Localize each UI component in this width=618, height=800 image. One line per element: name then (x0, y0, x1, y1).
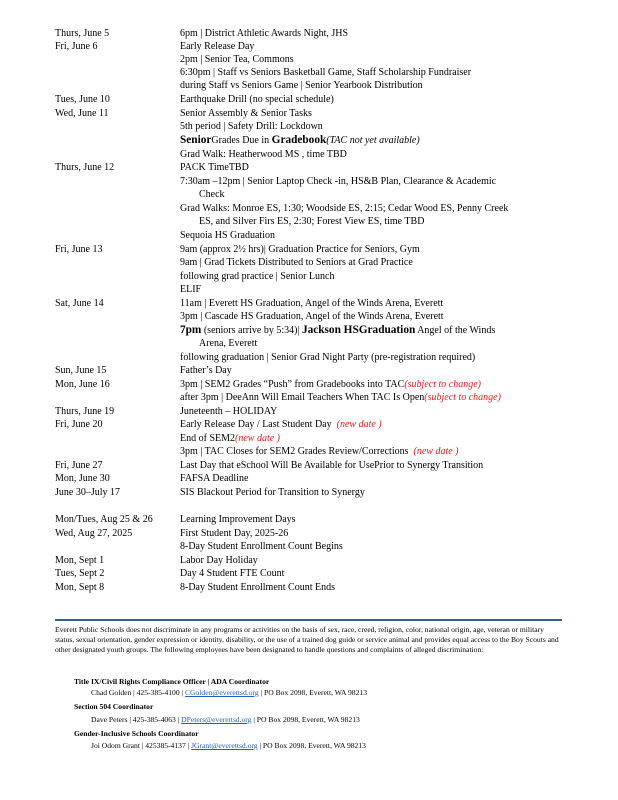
jackson-venue: Angel of the Winds (415, 325, 496, 336)
event-line: following grad practice | Senior Lunch (180, 271, 335, 282)
change-note: (subject to change) (404, 379, 481, 390)
event-line: 3pm | Cascade HS Graduation, Angel of the Winds Arena, Everett (180, 311, 444, 322)
change-note: (subject to change) (424, 392, 501, 403)
event-line: 6:30pm | Staff vs Seniors Basketball Game, Staff Scholarship Fundraiser (180, 67, 472, 78)
event-line (180, 378, 481, 391)
new-date-note: (new date ) (336, 419, 382, 430)
event-line (180, 445, 459, 458)
event-line: Day 4 Student FTE Count (180, 568, 285, 579)
contact-address: | PO Box 2098, Everett, WA 98213 (257, 741, 366, 750)
event-line: PACK TimeTBD (180, 162, 249, 173)
jackson-arrive: (seniors arrive by 5:34)| (201, 325, 302, 336)
event-line: 7:30am –12pm | Senior Laptop Check -in, HS&B Plan, Clearance & Academic (180, 176, 497, 187)
event-date: Wed, Aug 27, 2025 (55, 528, 133, 539)
notice-text: Everett Public Schools does not discriminate in any programs or activities on the basis of sex, race, creed, religion, color, national origin, age, veteran or military status, sexual orientation, gender expression or identity, disability, or the use of a trained dog guide or service animal and provides equal access to the Boy Scouts and other designated youth groups. The following employees have been designated to handle questions and complaints of alleged discrimination: (55, 625, 559, 655)
event-line: 6pm | District Athletic Awards Night, JHS (180, 28, 349, 39)
contact-address: | PO Box 2098, Everett, WA 98213 (258, 688, 367, 697)
event-line: Arena, Everett (199, 338, 258, 349)
new-date-note: (new date ) (413, 446, 459, 457)
event-line: Earthquake Drill (no special schedule) (180, 94, 334, 105)
jackson-time: 7pm (180, 324, 202, 336)
contact-name: Dave Peters | 425-385-4063 | (91, 715, 182, 724)
event-line: Early Release Day (180, 41, 255, 52)
event-line: 9am (approx 2½ hrs)| Graduation Practice for Seniors, Gym (180, 244, 420, 255)
contact-name: Chad Golden | 425-385-4100 | (91, 688, 185, 697)
event-line: following graduation | Senior Grad Night Party (pre-registration required) (180, 352, 476, 363)
contact-role: Section 504 Coordinator (74, 702, 154, 711)
event-date: Tues, Sept 2 (55, 568, 105, 579)
grades-due-text: Grades Due in (211, 135, 272, 146)
event-text: 3pm | TAC Closes for SEM2 Grades Review/Corrections (180, 446, 409, 457)
event-line: 2pm | Senior Tea, Commons (180, 54, 294, 65)
event-date: Mon, June 16 (55, 379, 110, 390)
event-date: Wed, June 11 (55, 108, 109, 119)
nondiscrimination-notice (55, 625, 565, 656)
event-date: Tues, June 10 (55, 94, 110, 105)
gradebook-label: Gradebook (271, 134, 327, 146)
event-line: Last Day that eSchool Will Be Available for UsePrior to Synergy Transition (180, 460, 484, 471)
event-line (180, 432, 280, 445)
contact-details (91, 715, 360, 725)
event-line: Labor Day Holiday (180, 555, 258, 566)
event-date: Mon, Sept 8 (55, 582, 105, 593)
new-date-note: (new date ) (235, 433, 280, 444)
event-line: 5th period | Safety Drill: Lockdown (180, 121, 323, 132)
event-line: 8-Day Student Enrollment Count Ends (180, 582, 335, 593)
event-line: during Staff vs Seniors Game | Senior Yearbook Distribution (180, 80, 423, 91)
event-line: ES, and Silver Firs ES, 2:30; Forest View ES, time TBD (199, 216, 425, 227)
event-date: Thurs, June 12 (55, 162, 115, 173)
event-line: Senior Assembly & Senior Tasks (180, 108, 312, 119)
event-text: Early Release Day / Last Student Day (180, 419, 332, 430)
email-link[interactable]: CGolden@everettsd.org (184, 688, 259, 697)
event-line: ELIF (180, 284, 202, 295)
email-link[interactable]: JGrant@everettsd.org (191, 741, 258, 750)
footer-divider (55, 619, 562, 621)
event-date: Thurs, June 5 (55, 28, 110, 39)
event-line: Grad Walks: Monroe ES, 1:30; Woodside ES, 2:15; Cedar Wood ES, Penny Creek (180, 203, 509, 214)
event-line: FAFSA Deadline (180, 473, 249, 484)
event-line (180, 418, 382, 431)
event-date: Fri, June 6 (55, 41, 98, 52)
event-line: Juneteenth – HOLIDAY (180, 406, 278, 417)
event-date: Sat, June 14 (55, 298, 104, 309)
contact-address: | PO Box 2098, Everett, WA 98213 (251, 715, 360, 724)
jackson-graduation-line (180, 324, 495, 337)
event-line: 9am | Grad Tickets Distributed to Seniors at Grad Practice (180, 257, 413, 268)
tac-note: (TAC not yet available) (326, 135, 420, 146)
event-line: Check (199, 189, 225, 200)
event-line: SIS Blackout Period for Transition to Synergy (180, 487, 365, 498)
event-line: Grad Walk: Heatherwood MS , time TBD (180, 149, 347, 160)
event-line: First Student Day, 2025-26 (180, 528, 289, 539)
event-line: 8-Day Student Enrollment Count Begins (180, 541, 343, 552)
event-date: June 30–July 17 (55, 487, 120, 498)
contact-name: Joi Odom Grant | 425385-4137 | (91, 741, 192, 750)
event-date: Fri, June 27 (55, 460, 103, 471)
event-date: Mon, June 30 (55, 473, 110, 484)
event-date: Mon/Tues, Aug 25 & 26 (55, 514, 153, 525)
event-text: End of SEM2 (180, 433, 235, 444)
grades-due-line (180, 134, 420, 147)
event-text: after 3pm | DeeAnn Will Email Teachers When TAC Is Open (180, 392, 425, 403)
contact-details (91, 741, 366, 751)
event-date: Sun, June 15 (55, 365, 107, 376)
event-date: Mon, Sept 1 (55, 555, 105, 566)
jackson-label: Jackson HSGraduation (301, 324, 416, 336)
event-date: Fri, June 20 (55, 419, 103, 430)
senior-label: Senior (180, 134, 212, 146)
event-date: Fri, June 13 (55, 244, 103, 255)
contact-role: Gender-Inclusive Schools Coordinator (74, 729, 199, 738)
event-line (180, 391, 501, 404)
event-line: Sequoia HS Graduation (180, 230, 275, 241)
event-text: 3pm | SEM2 Grades “Push” from Gradebooks into TAC (180, 379, 405, 390)
event-date: Thurs, June 19 (55, 406, 115, 417)
event-line: Learning Improvement Days (180, 514, 296, 525)
contact-details (91, 688, 367, 698)
event-line: 11am | Everett HS Graduation, Angel of the Winds Arena, Everett (180, 298, 444, 309)
contact-role: Title IX/Civil Rights Compliance Officer | ADA Coordinator (74, 677, 270, 686)
email-link[interactable]: DPeters@everettsd.org (181, 715, 252, 724)
event-line: Father’s Day (180, 365, 232, 376)
